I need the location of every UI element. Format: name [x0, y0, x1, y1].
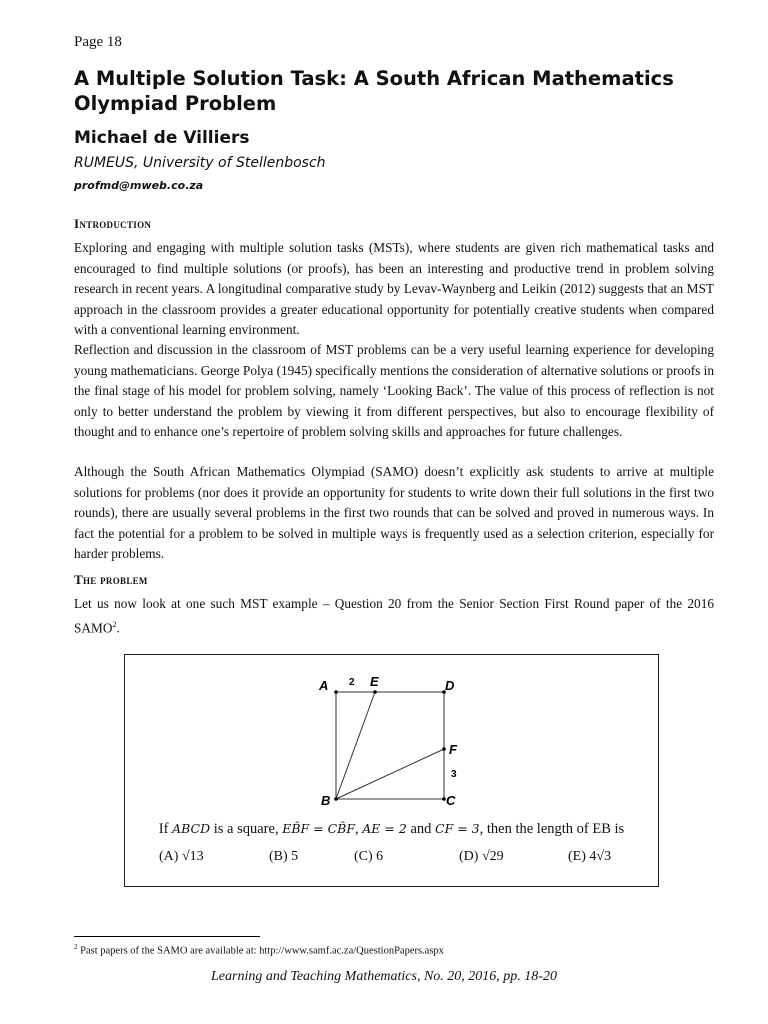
- option-a: (A) √13: [159, 849, 204, 864]
- question-prefix: If: [158, 821, 173, 837]
- option-e: (E) 4√3: [568, 849, 612, 864]
- question-ae: AE = 2: [362, 821, 407, 836]
- question-text-1: is a square,: [210, 821, 283, 837]
- option-b: (B) 5: [269, 849, 299, 864]
- footnote-divider: [74, 936, 260, 937]
- question-text-2: ,: [355, 821, 363, 837]
- article-title: A Multiple Solution Task: A South African Mathematics Olympiad Problem: [74, 67, 674, 115]
- footnote: [74, 943, 444, 957]
- question-angles: EB̂F = CB̂F: [282, 821, 356, 836]
- label-cf-length: 3: [451, 769, 457, 780]
- segment-bf: [336, 749, 444, 799]
- segment-be: [336, 692, 375, 799]
- section-heading-introduction: Introduction: [74, 216, 152, 231]
- label-f: F: [449, 742, 457, 757]
- point-a: [334, 690, 338, 694]
- footnote-reference: 2: [112, 619, 117, 629]
- problem-intro-end: .: [116, 619, 120, 635]
- question-text-3: and: [406, 821, 435, 837]
- point-f: [442, 747, 446, 751]
- label-c: C: [446, 793, 456, 808]
- question-text-4: , then the length of EB is: [479, 821, 625, 837]
- square-abcd: [336, 692, 444, 799]
- label-d: D: [445, 678, 455, 693]
- journal-footer: Learning and Teaching Mathematics, No. 20, 2016, pp. 18-20: [211, 969, 557, 984]
- problem-box: [124, 654, 659, 887]
- paragraph: Although the South African Mathematics Olympiad (SAMO) doesn’t explicitly ask students to arrive at multiple solutions for problems (nor does it provide an opportunity for students to write down their full solutions in the first two rounds), there are usually several problems in the first two rounds that can be solved and proved in numerous ways. In fact the potential for a problem to be solved in multiple ways is frequently used as a selection criterion, especially for harder problems.: [74, 464, 714, 561]
- option-c: (C) 6: [354, 849, 384, 864]
- option-d: (D) √29: [459, 849, 504, 864]
- label-b: B: [321, 793, 331, 808]
- point-e: [373, 690, 377, 694]
- author-affiliation: RUMEUS, University of Stellenbosch: [74, 155, 326, 171]
- author-name: Michael de Villiers: [74, 128, 250, 148]
- page-number: Page 18: [74, 34, 122, 50]
- footnote-marker: 2: [74, 943, 78, 951]
- label-a: A: [319, 678, 329, 693]
- point-b: [334, 797, 338, 801]
- problem-intro-paragraph: [74, 594, 714, 638]
- question-abcd: ABCD: [172, 821, 211, 836]
- label-e: E: [370, 674, 379, 689]
- question-cf: CF = 3: [435, 821, 480, 836]
- label-ae-length: 2: [349, 677, 355, 688]
- problem-intro-text: Let us now look at one such MST example – Question 20 from the Senior Section First Round paper of the 2016 SAMO: [74, 596, 714, 635]
- question-text: [125, 821, 658, 838]
- paragraph: Reflection and discussion in the classroom of MST problems can be a very useful learning experience for developing young mathematicians. George Polya (1945) specifically mentions the consideration of alternative solutions or proofs in the final stage of his model for problem solving, namely ‘Looking Back’. The value of this process of reflection is not only to better understand the problem by viewing it from different perspectives, but also to encourage flexibility of thought and to enhance one’s repertoire of problem solving skills and approaches for future challenges.: [74, 342, 714, 439]
- footnote-text: Past papers of the SAMO are available at: http://www.samf.ac.za/QuestionPapers.aspx: [77, 945, 444, 957]
- paragraph: Exploring and engaging with multiple solution tasks (MSTs), where students are given rich mathematical tasks and encouraged to find multiple solutions (or proofs), has been an interesting and productive trend in problem solving research in recent years. A longitudinal comparative study by Levav-Waynberg and Leikin (2012) suggests that an MST approach in the classroom provides a greater educational opportunity for potentially creative students when compared with a conventional learning environment.: [74, 240, 714, 337]
- section-heading-problem: The problem: [74, 572, 148, 587]
- author-email: profmd@mweb.co.za: [74, 179, 204, 192]
